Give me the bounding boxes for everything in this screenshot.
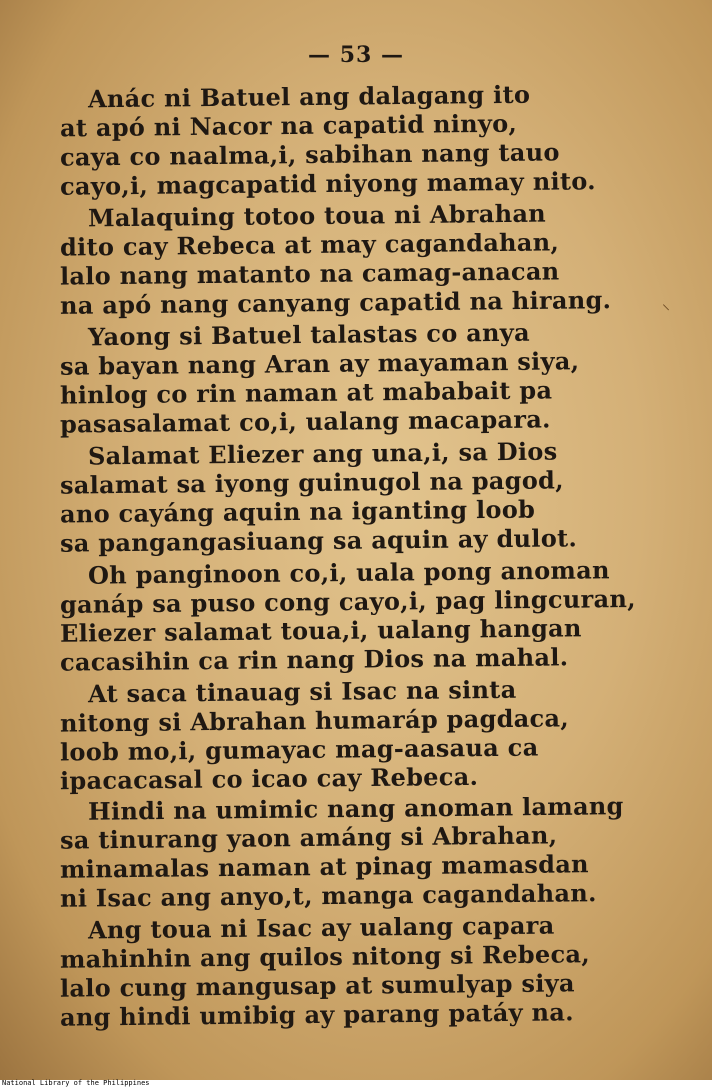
margin-mark-icon: ⸜ [662, 294, 671, 313]
verse-line: Eliezer salamat toua,i, ualang hangan [59, 613, 582, 648]
verse-line: Hindi na umimic nang anoman lamang [87, 791, 624, 826]
verse-line: Oh panginoon co,i, uala pong anoman [87, 555, 610, 590]
verse-line: lalo cung mangusap at sumulyap siya [59, 968, 575, 1003]
verse-line: ganáp sa puso cong cayo,i, pag lingcuran, [59, 583, 636, 620]
verse-line: Anác ni Batuel ang dalagang ito [87, 79, 531, 114]
verse-line: Ang toua ni Isac ay ualang capara [87, 910, 555, 945]
verse-line: cayo,i, magcapatid niyong mamay nito. [59, 166, 596, 201]
verse-line: ni Isac ang anyo,t, manga cagandahan. [59, 878, 597, 913]
verse-line: caya co naalma,i, sabihan nang tauo [59, 137, 560, 172]
verse-line: loob mo,i, gumayac mag-aasaua ca [59, 732, 539, 767]
library-credit: National Library of the Philippines [2, 1079, 150, 1087]
verse-line: cacasihin ca rin nang Dios na mahal. [59, 642, 569, 677]
verse-line: ang hindi umibig ay parang patáy na. [59, 997, 574, 1032]
verse-line: na apó nang canyang capatid na hirang. [59, 285, 612, 320]
verse-line: lalo nang matanto na camag-anacan [59, 256, 560, 291]
verse-line: minamalas naman at pinag mamasdan [59, 849, 589, 884]
verse-line: ano cayáng aquin na iganting loob [59, 494, 536, 529]
verse-line: mahinhin ang quilos nitong si Rebeca, [59, 939, 591, 974]
page-number: — 53 — [308, 42, 404, 68]
footer-strip [0, 1080, 712, 1088]
verse-line: hinlog co rin naman at mababait pa [59, 375, 553, 410]
verse-line: ipacacasal co icao cay Rebeca. [59, 761, 479, 796]
verse-line: dito cay Rebeca at may cagandahan, [59, 227, 560, 262]
verse-line: Salamat Eliezer ang una,i, sa Dios [87, 436, 558, 471]
verse-line: at apó ni Nacor na capatid ninyo, [59, 108, 518, 143]
verse-line: nitong si Abrahan humaráp pagdaca, [59, 703, 570, 738]
verse-line: sa bayan nang Aran ay mayaman siya, [59, 346, 580, 381]
verse-line: sa tinurang yaon amáng si Abrahan, [59, 820, 558, 855]
verse-line: sa pangangasiuang sa aquin ay dulot. [59, 523, 578, 558]
verse-line: Yaong si Batuel talastas co anya [87, 317, 531, 352]
verse-line: salamat sa iyong guinugol na pagod, [59, 465, 564, 500]
verse-line: At saca tinauag si Isac na sinta [87, 674, 517, 709]
verse-line: Malaquing totoo toua ni Abrahan [87, 198, 547, 233]
verse-line: pasasalamat co,i, ualang macapara. [59, 404, 551, 439]
